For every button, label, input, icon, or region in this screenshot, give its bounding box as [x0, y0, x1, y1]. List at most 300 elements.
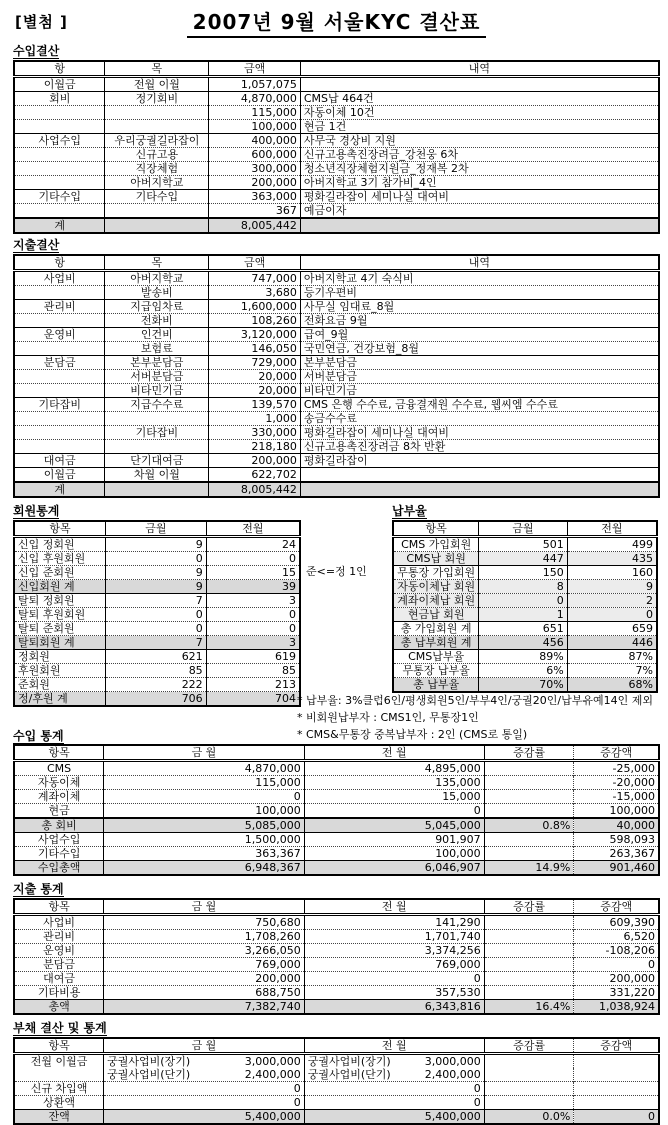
cell: 3,374,256 — [304, 944, 484, 958]
cell: 단기대여금 — [105, 454, 209, 468]
section-title-income: 수입결산 — [13, 44, 60, 58]
cell — [484, 930, 574, 944]
cell — [300, 468, 659, 483]
cell: 관리비 — [14, 930, 104, 944]
cell: 619 — [206, 650, 300, 664]
cell: 신입회원 계 — [14, 580, 106, 594]
cell: 9 — [106, 566, 207, 580]
cell: 우리궁궐길라잡이 — [105, 134, 209, 148]
cell: CMS납 464건 — [300, 92, 659, 106]
cell — [484, 915, 574, 930]
header-row — [14, 899, 659, 915]
cell: 9 — [106, 580, 207, 594]
page-title: 2007년 9월 서울KYC 결산표 — [187, 6, 487, 38]
expense-table-host — [13, 254, 660, 498]
table-row — [14, 106, 659, 120]
cell: 후원회원 — [14, 664, 106, 678]
cell — [300, 77, 659, 92]
payment-col-header: 항목 — [393, 521, 479, 537]
table-row — [393, 636, 657, 650]
cell: 200,000 — [209, 454, 301, 468]
table-row — [14, 482, 659, 497]
cell: 100,000 — [304, 847, 484, 861]
income-col-header: 금액 — [209, 61, 301, 77]
cell: 사무국 경상비 지원 — [300, 134, 659, 148]
table-row — [14, 761, 659, 776]
payment-table — [392, 520, 658, 693]
cell: 621 — [106, 650, 207, 664]
cell: 5,085,000 — [104, 818, 305, 833]
cell: 331,220 — [574, 986, 659, 1000]
cell: 무통장 가입회원 — [393, 566, 479, 580]
cell — [104, 1054, 305, 1069]
table-row — [14, 204, 659, 219]
cell: 청소년직장체험지원금_정재복 2차 — [300, 162, 659, 176]
cell: 자동이체납 회원 — [393, 580, 479, 594]
expense_stats-col-header: 전 월 — [304, 899, 484, 915]
cell: 0 — [304, 1096, 484, 1110]
cell: 0.8% — [484, 818, 574, 833]
table-row — [14, 1082, 659, 1096]
cell: 1,057,075 — [209, 77, 301, 92]
cell: 688,750 — [104, 986, 305, 1000]
cell — [14, 412, 105, 426]
cell: 901,907 — [304, 833, 484, 847]
cell: 108,260 — [209, 314, 301, 328]
cell: 비타민기금 — [105, 384, 209, 398]
payment-col-header: 금월 — [479, 521, 567, 537]
cell: 901,460 — [574, 861, 659, 876]
cell — [484, 972, 574, 986]
cell — [484, 790, 574, 804]
cell: 예금이자 — [300, 204, 659, 219]
cell: 아버지학교 3기 참가비_4인 — [300, 176, 659, 190]
cell: 330,000 — [209, 426, 301, 440]
expense_stats-col-header: 증감률 — [484, 899, 574, 915]
cell: 39 — [206, 580, 300, 594]
section-title-payment: 납부율 — [392, 504, 427, 518]
cell: 3,680 — [209, 286, 301, 300]
table-row — [393, 622, 657, 636]
cell: 탈퇴 준회원 — [14, 622, 106, 636]
cell: 8,005,442 — [209, 218, 301, 233]
cell: 전화비 — [105, 314, 209, 328]
table-row — [14, 566, 300, 580]
table-row — [14, 412, 659, 426]
cell: 367 — [209, 204, 301, 219]
cell: 사업수입 — [14, 134, 105, 148]
table-row — [393, 678, 657, 693]
header-row — [14, 521, 300, 537]
table-row — [14, 958, 659, 972]
cell — [574, 1054, 659, 1069]
section-title-income-stats: 수입 통계 — [13, 729, 64, 743]
cell: 447 — [479, 552, 567, 566]
cell: 87% — [567, 650, 657, 664]
income_stats-col-header: 금 월 — [104, 745, 305, 761]
cell: 24 — [206, 537, 300, 552]
cell: 0 — [206, 622, 300, 636]
cell: 기타수입 — [14, 847, 104, 861]
table-row — [14, 468, 659, 483]
cell: 3 — [206, 636, 300, 650]
cell: 1,701,740 — [304, 930, 484, 944]
cell: 0 — [104, 790, 305, 804]
cell: 신규고용 — [105, 148, 209, 162]
cell: 4,870,000 — [104, 761, 305, 776]
table-row — [14, 818, 659, 833]
cell: 20,000 — [209, 384, 301, 398]
cell: 총 가입회원 계 — [393, 622, 479, 636]
table-row — [14, 190, 659, 204]
cell — [484, 761, 574, 776]
cell — [304, 1054, 484, 1069]
cell: 정회원 — [14, 650, 106, 664]
cell: 급여_9월 — [300, 328, 659, 342]
cell: 750,680 — [104, 915, 305, 930]
cell: 200,000 — [209, 176, 301, 190]
cell — [105, 440, 209, 454]
debt-table — [13, 1037, 660, 1125]
cell: 자동이체 — [14, 776, 104, 790]
cell: 아버지학교 — [105, 271, 209, 286]
members-col-header: 금월 — [106, 521, 207, 537]
cell — [14, 120, 105, 134]
cell: 15,000 — [304, 790, 484, 804]
section-title-expense: 지출결산 — [13, 238, 60, 252]
cell: 현금납 회원 — [393, 608, 479, 622]
cell — [14, 342, 105, 356]
cell: 6% — [479, 664, 567, 678]
cell — [484, 1054, 574, 1069]
cell: 이월금 — [14, 468, 105, 483]
cell: 598,093 — [574, 833, 659, 847]
cell — [484, 833, 574, 847]
cell — [14, 204, 105, 219]
cell — [105, 482, 209, 497]
cell-value: 2,400,000 — [424, 1068, 481, 1081]
cell: 대여금 — [14, 454, 105, 468]
cell: 신입 준회원 — [14, 566, 106, 580]
cell: 등기우편비 — [300, 286, 659, 300]
cell: 기타비용 — [14, 986, 104, 1000]
table-row — [14, 915, 659, 930]
cell: 지급수수료 — [105, 398, 209, 412]
cell: 계좌이체 — [14, 790, 104, 804]
cell — [14, 162, 105, 176]
cell — [300, 218, 659, 233]
cell: 현금 — [14, 804, 104, 819]
cell: 3 — [206, 594, 300, 608]
cell: 계 — [14, 218, 105, 233]
table-row — [14, 1110, 659, 1125]
section-title-members: 회원통계 — [13, 504, 60, 518]
cell: 기타잡비 — [105, 426, 209, 440]
cell: 7,382,740 — [104, 1000, 305, 1015]
cell: 5,400,000 — [104, 1110, 305, 1125]
cell: 상환액 — [14, 1096, 104, 1110]
header-row — [14, 61, 659, 77]
cell: 정/후원 계 — [14, 692, 106, 707]
cell: 8,005,442 — [209, 482, 301, 497]
debt-table-host — [13, 1037, 660, 1125]
cell: 115,000 — [209, 106, 301, 120]
cell: 5,400,000 — [304, 1110, 484, 1125]
table-row — [14, 440, 659, 454]
cell — [484, 804, 574, 819]
cell: 20,000 — [209, 370, 301, 384]
header-row — [14, 255, 659, 271]
table-row — [14, 92, 659, 106]
cell: 수입총액 — [14, 861, 104, 876]
cell: 6,520 — [574, 930, 659, 944]
table-row — [393, 580, 657, 594]
cell: 139,570 — [209, 398, 301, 412]
cell: 운영비 — [14, 328, 105, 342]
page-title-wrap — [13, 6, 660, 38]
cell: 신입 후원회원 — [14, 552, 106, 566]
cell: 40,000 — [574, 818, 659, 833]
cell — [14, 176, 105, 190]
cell: 발송비 — [105, 286, 209, 300]
cell: 탈퇴 정회원 — [14, 594, 106, 608]
cell: 4,870,000 — [209, 92, 301, 106]
cell: 평화길라잡이 — [300, 454, 659, 468]
cell — [14, 286, 105, 300]
expense_stats-col-header: 항목 — [14, 899, 104, 915]
cell — [104, 1068, 305, 1082]
cell: 363,000 — [209, 190, 301, 204]
cell — [14, 148, 105, 162]
table-row — [14, 930, 659, 944]
cell: 363,367 — [104, 847, 305, 861]
cell: 100,000 — [104, 804, 305, 819]
cell: 1,000 — [209, 412, 301, 426]
cell: 16.4% — [484, 1000, 574, 1015]
income_stats-col-header: 증감률 — [484, 745, 574, 761]
table-row — [14, 847, 659, 861]
cell: 300,000 — [209, 162, 301, 176]
cell-label: 궁궐사업비(단기) — [107, 1068, 191, 1081]
table-row — [14, 622, 300, 636]
cell: 사업수입 — [14, 833, 104, 847]
cell — [574, 1082, 659, 1096]
table-row — [14, 342, 659, 356]
cell-label: 궁궐사업비(장기) — [307, 1055, 391, 1068]
table-row — [14, 790, 659, 804]
cell: 0 — [304, 1082, 484, 1096]
table-row — [14, 552, 300, 566]
cell: 신규고용촉진장려금 8차 반환 — [300, 440, 659, 454]
header-row — [14, 1038, 659, 1054]
table-row — [14, 776, 659, 790]
cell: 총 회비 — [14, 818, 104, 833]
table-row — [14, 1054, 659, 1069]
cell: 9 — [567, 580, 657, 594]
cell: 1,708,260 — [104, 930, 305, 944]
cell: 사무실 임대료_8월 — [300, 300, 659, 314]
cell: 비타민기금 — [300, 384, 659, 398]
cell: 직장체험 — [105, 162, 209, 176]
cell: 2 — [567, 594, 657, 608]
notes-and-income-stats-label-row — [13, 692, 660, 744]
cell: 사업비 — [43, 916, 76, 929]
cell: 0 — [104, 1096, 305, 1110]
cell — [574, 1068, 659, 1082]
cell: 729,000 — [209, 356, 301, 370]
expense-table — [13, 254, 660, 498]
table-row — [14, 218, 659, 233]
cell: 신입 정회원 — [18, 538, 75, 551]
cell — [484, 1082, 574, 1096]
debt-col-header: 금 월 — [104, 1038, 305, 1054]
table-row — [393, 566, 657, 580]
cell: 잔액 — [14, 1110, 104, 1125]
cell — [484, 958, 574, 972]
cell: 0 — [106, 552, 207, 566]
cell: 총액 — [14, 1000, 104, 1015]
footnote-duplicate-payers: * CMS&무통장 중복납부자 : 2인 (CMS로 통일) — [297, 728, 528, 741]
table-row — [14, 650, 300, 664]
cell: 0 — [104, 1082, 305, 1096]
cell — [105, 120, 209, 134]
expense-stats-table-host — [13, 898, 660, 1015]
cell: 499 — [567, 537, 657, 552]
cell: 769,000 — [304, 958, 484, 972]
table-row — [14, 162, 659, 176]
cell: 357,530 — [304, 986, 484, 1000]
cell: 115,000 — [104, 776, 305, 790]
table-row — [393, 537, 657, 552]
cell: 600,000 — [209, 148, 301, 162]
cell: 준회원 — [14, 678, 106, 692]
members-col-header: 항목 — [14, 521, 106, 537]
cell: 160 — [567, 566, 657, 580]
cell: 본부분담금 — [105, 356, 209, 370]
cell: 0 — [106, 622, 207, 636]
cell: 659 — [567, 622, 657, 636]
cell: 전화요금 9월 — [300, 314, 659, 328]
cell: 사업비 — [43, 272, 76, 285]
cell: 기타잡비 — [14, 398, 105, 412]
cell: 704 — [206, 692, 300, 707]
cell: 8 — [479, 580, 567, 594]
expense-col-header: 내역 — [300, 255, 659, 271]
income_stats-col-header: 증감액 — [574, 745, 659, 761]
expense-col-header: 금액 — [209, 255, 301, 271]
cell: 68% — [567, 678, 657, 693]
cell: 총 납부회원 계 — [393, 636, 479, 650]
cell — [105, 106, 209, 120]
income_stats-table — [13, 744, 660, 876]
cell: 141,290 — [304, 915, 484, 930]
table-row — [14, 608, 300, 622]
cell: 계 — [14, 482, 105, 497]
cell — [304, 1068, 484, 1082]
table-row — [14, 944, 659, 958]
cell: 7% — [567, 664, 657, 678]
cell: 263,367 — [574, 847, 659, 861]
cell: 차월 이월 — [105, 468, 209, 483]
table-row — [14, 370, 659, 384]
debt-col-header: 증감액 — [574, 1038, 659, 1054]
cell: 본부분담금 — [300, 356, 659, 370]
cell: 신규고용촉진장려금_강천웅 6차 — [300, 148, 659, 162]
cell — [14, 426, 105, 440]
cell — [105, 412, 209, 426]
cell: 1,038,924 — [574, 1000, 659, 1015]
cell: 서버분담금 — [105, 370, 209, 384]
cell — [484, 776, 574, 790]
cell: 7 — [106, 594, 207, 608]
cell: CMS 은행 수수료, 금융결재원 수수료, 웹씨엠 수수료 — [300, 398, 659, 412]
cell: 0 — [479, 594, 567, 608]
cell — [484, 1068, 574, 1082]
expense_stats-col-header: 금 월 — [104, 899, 305, 915]
cell — [300, 482, 659, 497]
payment-rate-column — [392, 500, 658, 693]
cell: 85 — [106, 664, 207, 678]
expense-col-header: 목 — [105, 255, 209, 271]
members-table — [13, 520, 301, 707]
table-row — [14, 636, 300, 650]
header-row — [393, 521, 657, 537]
cell: 0 — [567, 608, 657, 622]
cell: 85 — [206, 664, 300, 678]
statistics-two-column-area — [13, 500, 660, 706]
cell: 14.9% — [484, 861, 574, 876]
cell: 1,500,000 — [104, 833, 305, 847]
income_stats-col-header: 항목 — [14, 745, 104, 761]
header-row — [14, 745, 659, 761]
cell: 0 — [574, 958, 659, 972]
payment-footnotes — [297, 692, 660, 743]
expense_stats-col-header: 증감액 — [574, 899, 659, 915]
cell — [14, 314, 105, 328]
cell: 기타수입 — [14, 190, 105, 204]
section-title-expense-stats: 지출 통계 — [13, 882, 64, 896]
cell: 평화길라잡이 세미나실 대여비 — [300, 426, 659, 440]
income-stats-table-host — [13, 744, 660, 876]
cell: 706 — [106, 692, 207, 707]
cell-value: 2,400,000 — [244, 1068, 301, 1081]
cell: 446 — [567, 636, 657, 650]
table-row — [14, 861, 659, 876]
title-bar — [13, 6, 660, 40]
cell: 0.0% — [484, 1110, 574, 1125]
debt-col-header: 항목 — [14, 1038, 104, 1054]
cell: 100,000 — [574, 804, 659, 819]
cell: 501 — [479, 537, 567, 552]
members-side-note: 준<=정 1인 — [306, 565, 367, 578]
cell — [484, 944, 574, 958]
cell: 0 — [206, 552, 300, 566]
table-row — [14, 286, 659, 300]
member-stats-column — [13, 500, 301, 707]
cell: 탈퇴 후원회원 — [14, 608, 106, 622]
expense-col-header: 항 — [14, 255, 105, 271]
table-row — [14, 300, 659, 314]
cell: 서버분담금 — [300, 370, 659, 384]
income-col-header: 항 — [14, 61, 105, 77]
cell — [105, 204, 209, 219]
cell: 이월금 — [43, 78, 76, 91]
cell: 6,046,907 — [304, 861, 484, 876]
income-table-host — [13, 60, 660, 234]
cell — [14, 440, 105, 454]
cell: 150 — [479, 566, 567, 580]
cell: 222 — [106, 678, 207, 692]
